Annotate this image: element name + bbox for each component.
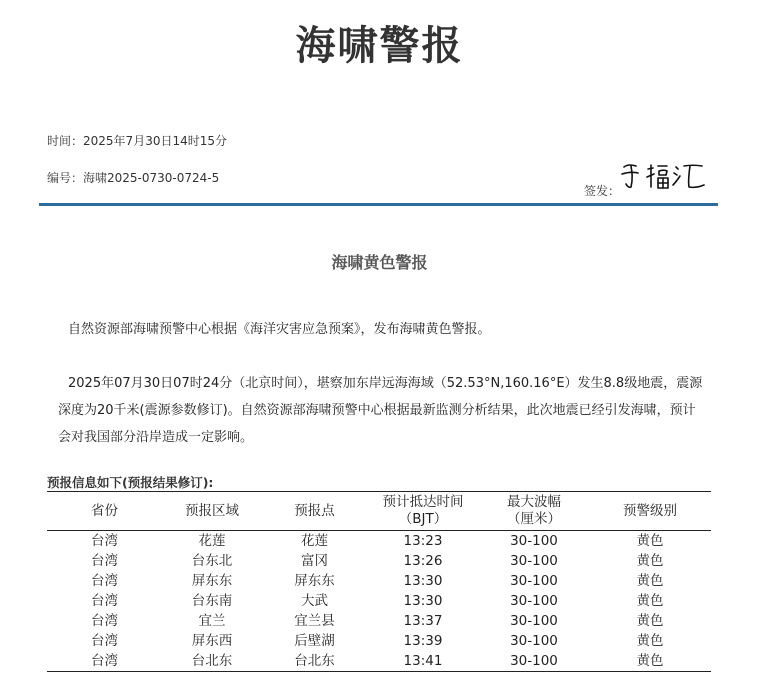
table-cell: 黄色 [636,613,664,629]
column-header-arrival-time: 预计抵达时间 （BJT） [367,492,479,531]
table-row [47,591,711,611]
table-cell: 13:37 [403,613,443,629]
header-divider [39,203,718,206]
table-cell: 宜兰 [198,613,226,629]
table-cell: 台湾 [91,613,118,629]
column-header-province: 省份 [47,492,162,531]
table-cell: 黄色 [636,573,664,589]
table-cell: 黄色 [636,553,664,569]
table-cell: 台东北 [191,553,233,569]
table-cell: 台北东 [262,651,367,672]
table-row [47,611,711,631]
table-cell: 屏东东 [294,573,335,589]
forecast-table [47,491,711,672]
table-cell: 30-100 [510,613,558,629]
table-row [47,631,711,651]
table-cell: 黄色 [636,593,664,609]
page-title: 海啸警报 [295,23,464,69]
table-row [47,571,711,591]
forecast-table-container [47,491,711,672]
warning-paragraph-2: 2025年07月30日07时24分（北京时间），堪察加东岸远海海域（52.53°N,160.16°E）发生8.8级地震，震源深度为20千米(震源参数修订)。自然资源部海啸预警中心根据最新监测分析结果，此次地震已经引发海啸，预计会对我国部分沿岸造成一定影响。 [58,376,703,445]
handwritten-signature [618,157,708,193]
table-cell: 30-100 [510,593,558,609]
table-cell: 屏东西 [191,633,233,649]
table-cell: 富冈 [301,553,328,569]
table-header-row [47,492,711,531]
table-row [47,551,711,571]
table-cell: 黄色 [589,651,711,672]
column-header-max-amplitude: 最大波幅 （厘米） [479,492,589,531]
table-cell: 13:30 [403,593,443,609]
table-cell: 30-100 [510,533,558,549]
table-cell: 台北东 [162,651,262,672]
table-cell: 30-100 [510,573,558,589]
warning-heading: 海啸黄色警报 [331,253,428,272]
issue-time [47,132,227,149]
table-row [47,651,711,672]
number-value: 海啸2025-0730-0724-5 [83,171,220,185]
issue-number [47,169,219,186]
table-cell: 台湾 [91,573,118,589]
table-cell: 30-100 [510,553,558,569]
table-body [47,531,711,672]
table-cell: 13:26 [403,553,443,569]
table-cell: 台湾 [91,533,118,549]
table-cell: 台湾 [91,553,118,569]
table-cell: 屏东东 [191,573,233,589]
table-cell: 后壁湖 [294,633,335,649]
time-label: 时间： [47,134,84,148]
table-cell: 30-100 [479,651,589,672]
table-cell: 台东南 [191,593,233,609]
column-header-region: 预报区域 [162,492,262,531]
table-cell: 13:30 [403,573,443,589]
column-header-warning-level: 预警级别 [589,492,711,531]
table-cell: 台湾 [91,593,118,609]
table-cell: 花莲 [301,533,328,549]
table-row [47,531,711,552]
table-cell: 花莲 [198,533,226,549]
column-header-point: 预报点 [262,492,367,531]
number-label: 编号： [47,171,84,185]
table-cell: 大武 [301,593,328,609]
table-cell: 黄色 [636,633,664,649]
table-cell: 宜兰县 [294,613,335,629]
table-cell: 30-100 [510,633,558,649]
table-cell: 13:39 [403,633,443,649]
table-cell: 台湾 [91,633,118,649]
table-cell: 台湾 [47,651,162,672]
time-value: 2025年7月30日14时15分 [83,134,227,148]
table-caption: 预报信息如下(预报结果修订): [47,475,214,490]
table-cell: 13:23 [403,533,443,549]
warning-paragraph-1: 自然资源部海啸预警中心根据《海洋灾害应急预案》，发布海啸黄色警报。 [68,322,491,337]
table-cell: 13:41 [367,651,479,672]
sign-label: 签发： [584,184,621,198]
table-cell: 黄色 [636,533,664,549]
